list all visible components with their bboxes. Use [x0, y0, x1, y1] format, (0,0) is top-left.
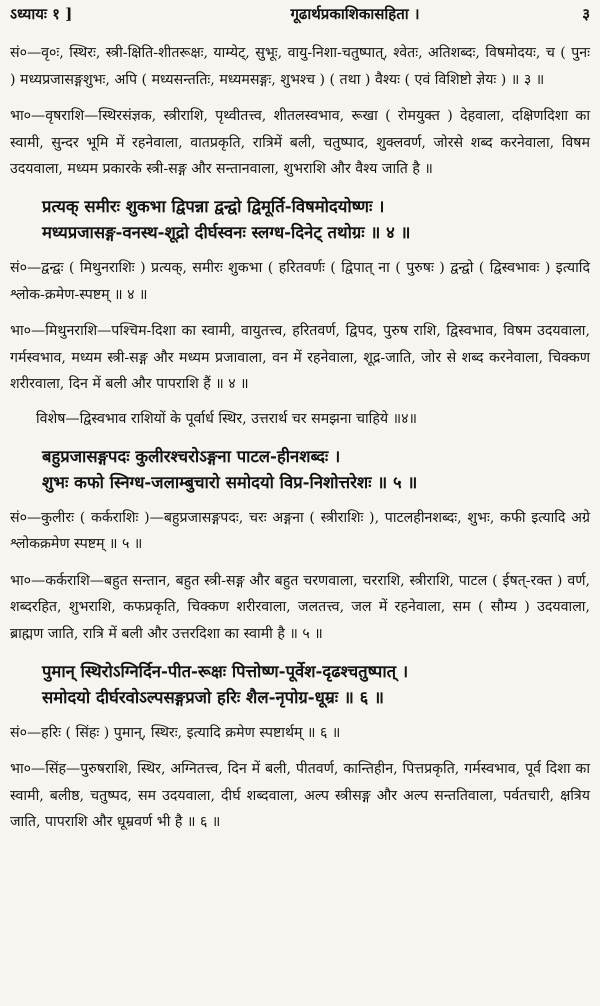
paragraph: सं०—कुलीरः ( कर्कराशिः )—बहुप्रजासङ्गपदः, चरः अङ्गना ( स्त्रीराशिः ), पाटलहीनशब्दः, शुभः, कफी इत्यादि अग्रे श्लोकक्रमेण स्पष्टम् ॥ ५ ॥: [10, 509, 590, 553]
verse-line: पुमान् स्थिरोऽग्निर्दिन-पीत-रूक्षः पित्तोष्ण-पूर्वेश-दृढश्चतुष्पात् ।: [42, 660, 409, 681]
page-body: [10, 40, 590, 836]
special-note: विशेष—द्विस्वभाव राशियों के पूर्वार्ध स्थिर, उत्तरार्थ चर समझना चाहिये ॥४॥: [36, 410, 417, 427]
paragraph: भा०—सिंह—पुरुषराशि, स्थिर, अग्नितत्त्व, दिन में बली, पीतवर्ण, कान्तिहीन, पित्तप्रकृति, गर्मस्वभाव, पूर्व दिशा का स्वामी, बलीष्ठ, चतुष्पद, सम उदयवाला, दीर्घ शब्दवाला, अल्प स्त्रीसङ्ग और अल्प सन्ततिवाला, पर्वतचारी, क्षत्रिय जाति, पापराशि और धूम्रवर्ण भी है ॥ ६ ॥: [10, 761, 590, 831]
paragraph: भा०—मिथुनराशि—पश्चिम-दिशा का स्वामी, वायुतत्त्व, हरितवर्ण, द्विपद, पुरुष राशि, द्विस्वभाव, विषम उदयवाला, गर्मस्वभाव, मध्यम स्त्री-सङ्ग और मध्यम प्रजावाला, वन में रहनेवाला, शूद्र-जाति, जोर से शब्द करनेवाला, चिक्कण शरीरवाला, दिन में बली और पापराशि हैं ॥ ४ ॥: [10, 323, 590, 393]
verse-block: [42, 443, 590, 495]
paragraph: भा०—वृषराशि—स्थिरसंज्ञक, स्त्रीराशि, पृथ्वीतत्त्व, शीतलस्वभाव, रूखा ( रोमयुक्त ) देहवाला, दक्षिणदिशा का स्वामी, सुन्दर भूमि में रहनेवाला, वातप्रकृति, रात्रिमें बली, चतुष्पाद, शुक्लवर्ण, जोरसे शब्द करनेवाला, विषम उदयवाला, मध्यम प्रकारके स्त्री-सङ्ग और सन्तानवाला, शुभराशि और वैश्य जाति है ॥: [10, 108, 590, 178]
verse-line: बहुप्रजासङ्गपदः कुलीरश्चरोऽङ्गना पाटल-हीनशब्दः ।: [42, 445, 341, 466]
paragraph: सं०—हरिः ( सिंहः ) पुमान्, स्थिरः, इत्यादि क्रमेण स्पष्टार्थम् ॥ ६ ॥: [10, 724, 341, 741]
verse-line: शुभः कफो स्निग्ध-जलाम्बुचारो समोदयो विप्र-निशोत्तरेशः ॥ ५ ॥: [42, 471, 418, 492]
paragraph: भा०—कर्कराशि—बहुत सन्तान, बहुत स्त्री-सङ्ग और बहुत चरणवाला, चरराशि, स्त्रीराशि, पाटल ( ईषत्-रक्त ) वर्ण, शब्दरहित, शुभराशि, कफप्रकृति, चिक्कण शरीरवाला, जलतत्त्व, जल में रहनेवाला, सम ( सौम्य ) उदयवाला, ब्राह्मण जाति, रात्रि में बली और उत्तरदिशा का स्वामी है ॥ ५ ॥: [10, 572, 590, 642]
page-number: ३: [582, 5, 590, 23]
verse-block: [42, 193, 590, 245]
verse-line: समोदयो दीर्घरवोऽल्पसङ्गप्रजो हरिः शैल-नृपोग्र-धूम्रः ॥ ६ ॥: [42, 686, 384, 707]
paragraph: सं०—वृ०ः, स्थिरः, स्त्री-क्षिति-शीतरूक्षः, याम्येट्, सुभूः, वायु-निशा-चतुष्पात्, श्वेतः, अतिशब्दः, विषमोदयः, च ( पुनः ) मध्यप्रजासङ्गशुभः, अपि ( मध्यसन्ततिः, मध्यमसङ्गः, शुभश्च ) ( तथा ) वैश्यः ( एवं विशिष्टो ज्ञेयः ) ॥ ३ ॥: [10, 45, 590, 88]
verse-line: मध्यप्रजासङ्ग-वनस्थ-शूद्रो दीर्घस्वनः स्लग्ध-दिनेट् तथोग्रः ॥ ४ ॥: [42, 221, 411, 242]
verse-block: [42, 658, 590, 710]
paragraph: सं०—द्वन्द्वः ( मिथुनराशिः ) प्रत्यक्, समीरः शुकभा ( हरितवर्णः ( द्विपात् ना ( पुरुषः ) द्वन्द्वो ( द्विस्वभावः ) इत्यादि श्लोक-क्रमेण-स्पष्टम् ॥ ४ ॥: [10, 259, 590, 303]
page-header: [10, 4, 590, 30]
running-title: गूढार्थप्रकाशिकासहिता ।: [290, 5, 420, 23]
verse-line: प्रत्यक् समीरः शुकभा द्विपन्ना द्वन्द्वो द्विमूर्ति-विषमोदयोष्णः ।: [42, 195, 385, 216]
chapter-label: ऽध्यायः १ ]: [10, 5, 73, 23]
